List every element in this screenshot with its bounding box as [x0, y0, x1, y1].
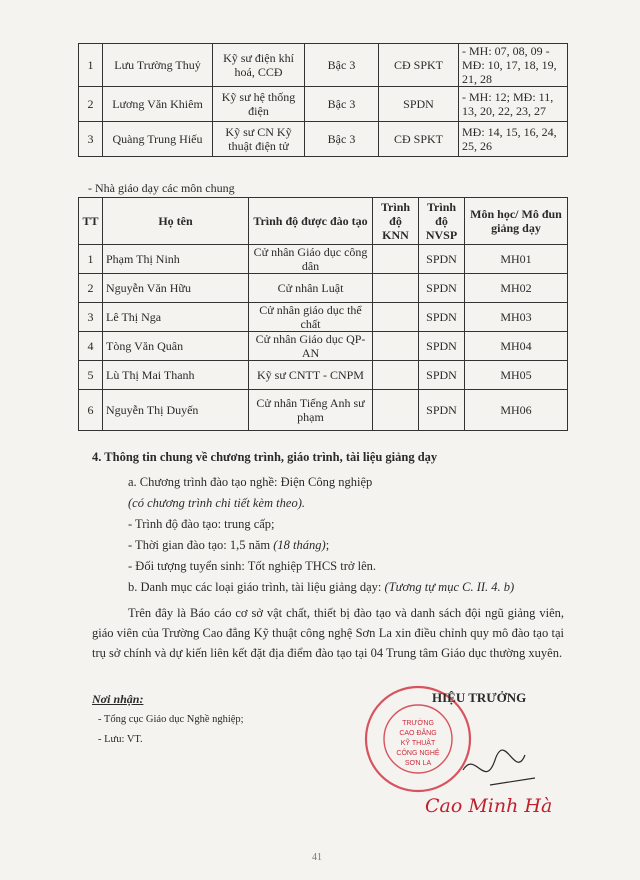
- teacher-subject: MH05: [465, 361, 568, 390]
- row-no: 2: [79, 87, 103, 122]
- teacher-subjects: MĐ: 14, 15, 16, 24, 25, 26: [459, 122, 568, 157]
- teacher-nvsp: SPDN: [419, 332, 465, 361]
- teacher-cert: CĐ SPKT: [379, 122, 459, 157]
- teacher-knn: [373, 245, 419, 274]
- teacher-spec: Kỹ sư điện khí hoá, CCĐ: [213, 44, 305, 87]
- row-no: 1: [79, 44, 103, 87]
- col-header-degree: Trình độ được đào tạo: [249, 198, 373, 245]
- teacher-subjects: - MH: 07, 08, 09 - MĐ: 10, 17, 18, 19, 21, 28: [459, 44, 568, 87]
- svg-text:CAO ĐẲNG: CAO ĐẲNG: [399, 730, 437, 737]
- teacher-degree: Cử nhân giáo dục thể chất: [249, 303, 373, 332]
- row-no: 2: [79, 274, 103, 303]
- row-no: 3: [79, 122, 103, 157]
- row-no: 1: [79, 245, 103, 274]
- teacher-name: Quàng Trung Hiếu: [103, 122, 213, 157]
- page-number: 41: [312, 852, 322, 863]
- table-row: [79, 390, 568, 431]
- recipient-item: - Lưu: VT.: [98, 734, 143, 745]
- col-header-knn: Trình độ KNN: [373, 198, 419, 245]
- teacher-nvsp: SPDN: [419, 303, 465, 332]
- table-row: [79, 303, 568, 332]
- teacher-degree: Cử nhân Giáo dục QP-AN: [249, 332, 373, 361]
- teacher-knn: [373, 303, 419, 332]
- col-header-subject: Môn học/ Mô đun giảng dạy: [465, 198, 568, 245]
- enrollment-target: - Đối tượng tuyển sinh: Tốt nghiệp THCS trở lên.: [128, 559, 376, 573]
- row-no: 5: [79, 361, 103, 390]
- table-header-row: [79, 198, 568, 245]
- teacher-name: Nguyễn Văn Hữu: [103, 274, 249, 303]
- program-label: a. Chương trình đào tạo nghề: Điện Công nghiệp: [128, 475, 373, 489]
- table-row: [79, 87, 568, 122]
- teacher-degree: Cử nhân Giáo dục công dân: [249, 245, 373, 274]
- teacher-table-specialized: [78, 43, 568, 157]
- teacher-degree: Cử nhân Tiếng Anh sư phạm: [249, 390, 373, 431]
- section-heading: 4. Thông tin chung về chương trình, giáo trình, tài liệu giảng dạy: [92, 450, 438, 464]
- signature-scribble: [455, 740, 545, 800]
- teacher-name: Lù Thị Mai Thanh: [103, 361, 249, 390]
- signer-name: Cao Minh Hà: [425, 795, 553, 817]
- table-row: [79, 332, 568, 361]
- teacher-subject: MH04: [465, 332, 568, 361]
- teacher-knn: [373, 390, 419, 431]
- program-note: (có chương trình chi tiết kèm theo).: [128, 496, 305, 510]
- teacher-knn: [373, 274, 419, 303]
- svg-text:CÔNG NGHỆ: CÔNG NGHỆ: [396, 750, 440, 757]
- signer-title: HIỆU TRƯỞNG: [432, 690, 527, 705]
- col-header-nvsp: Trình độ NVSP: [419, 198, 465, 245]
- closing-paragraph: Trên đây là Báo cáo cơ sở vật chất, thiết bị đào tạo và danh sách đội ngũ giảng viên, giáo viên của Trường Cao đẳng Kỹ thuật công nghệ Sơn La xin điều chỉnh quy mô đào tạo tại trụ sở chính và dự kiến liên kết đặt địa điểm đào tạo tại 04 Trung tâm Giáo dục thường xuyên.: [92, 606, 564, 660]
- teacher-subject: MH03: [465, 303, 568, 332]
- row-no: 4: [79, 332, 103, 361]
- duration-text: - Thời gian đào tạo: 1,5 năm: [128, 538, 274, 552]
- table-row: [79, 245, 568, 274]
- table-row: [79, 361, 568, 390]
- teacher-nvsp: SPDN: [419, 390, 465, 431]
- row-no: 6: [79, 390, 103, 431]
- teacher-knn: [373, 332, 419, 361]
- svg-text:SƠN LA: SƠN LA: [404, 760, 432, 767]
- teacher-subject: MH01: [465, 245, 568, 274]
- duration-suffix: ;: [325, 538, 330, 552]
- teacher-degree: Kỹ sư CNTT - CNPM: [249, 361, 373, 390]
- teacher-subjects: - MH: 12; MĐ: 11, 13, 20, 22, 23, 27: [459, 87, 568, 122]
- teacher-name: Lê Thị Nga: [103, 303, 249, 332]
- recipients-title: Nơi nhận:: [92, 692, 144, 706]
- teacher-level: Bậc 3: [305, 44, 379, 87]
- teacher-name: Phạm Thị Ninh: [103, 245, 249, 274]
- materials-label: b. Danh mục các loại giáo trình, tài liệu giảng dạy:: [128, 580, 385, 594]
- row-no: 3: [79, 303, 103, 332]
- table-row: [79, 122, 568, 157]
- teacher-nvsp: SPDN: [419, 245, 465, 274]
- materials-line: [128, 580, 514, 595]
- materials-ref: (Tương tự mục C. II. 4. b): [384, 580, 515, 594]
- teacher-table-general: [78, 197, 568, 431]
- table-row: [79, 274, 568, 303]
- teacher-level: Bậc 3: [305, 87, 379, 122]
- duration-months: (18 tháng): [273, 538, 326, 552]
- training-level: - Trình độ đào tạo: trung cấp;: [128, 517, 275, 531]
- table-row: [79, 44, 568, 87]
- svg-text:KỸ THUẬT: KỸ THUẬT: [400, 740, 436, 747]
- teacher-nvsp: SPDN: [419, 274, 465, 303]
- teacher-name: Lương Văn Khiêm: [103, 87, 213, 122]
- teacher-level: Bậc 3: [305, 122, 379, 157]
- teacher-name: Tòng Văn Quân: [103, 332, 249, 361]
- teacher-name: Lưu Trường Thuỷ: [103, 44, 213, 87]
- teacher-cert: CĐ SPKT: [379, 44, 459, 87]
- teacher-nvsp: SPDN: [419, 361, 465, 390]
- col-header-no: TT: [79, 198, 103, 245]
- teacher-cert: SPDN: [379, 87, 459, 122]
- teacher-subject: MH02: [465, 274, 568, 303]
- teacher-name: Nguyễn Thị Duyến: [103, 390, 249, 431]
- recipient-item: - Tổng cục Giáo dục Nghề nghiệp;: [98, 714, 244, 725]
- general-teachers-note: - Nhà giáo dạy các môn chung: [88, 181, 235, 195]
- col-header-name: Họ tên: [103, 198, 249, 245]
- teacher-degree: Cử nhân Luật: [249, 274, 373, 303]
- svg-text:TRƯỜNG: TRƯỜNG: [402, 720, 434, 727]
- teacher-spec: Kỹ sư hệ thống điện: [213, 87, 305, 122]
- teacher-spec: Kỹ sư CN Kỹ thuật điện tử: [213, 122, 305, 157]
- teacher-knn: [373, 361, 419, 390]
- teacher-subject: MH06: [465, 390, 568, 431]
- training-duration: [128, 538, 329, 553]
